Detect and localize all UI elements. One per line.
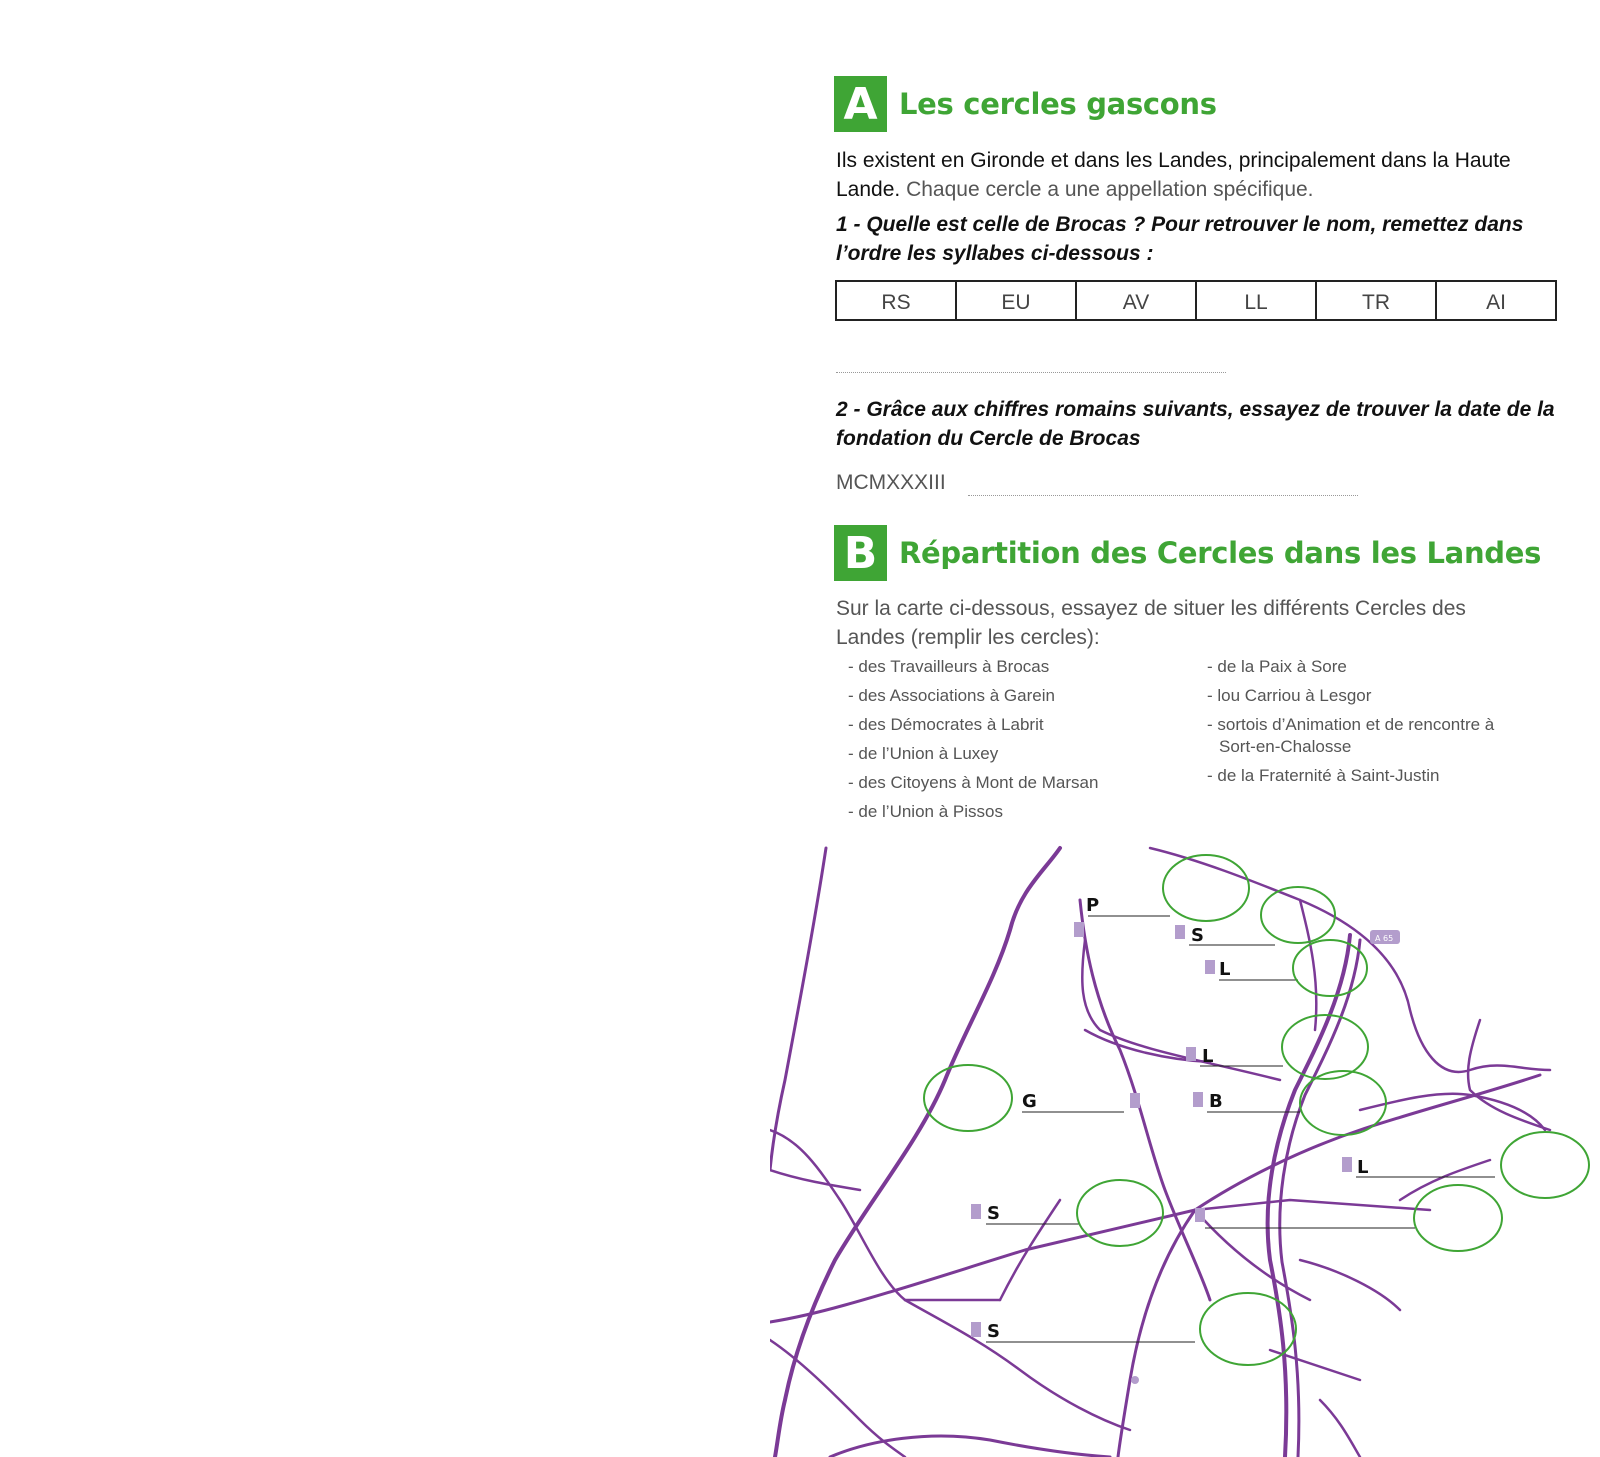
list-item: - sortois d’Animation et de rencontre à Sort-en-Chalosse xyxy=(1207,715,1495,756)
road-sign-a65-text: A 65 xyxy=(1375,934,1394,943)
section-b-intro: Sur la carte ci-dessous, essayez de situer les différents Cercles des Landes (remplir les cercles): xyxy=(836,597,1466,649)
syllable-cell: AV xyxy=(1075,282,1195,319)
answer-circle[interactable] xyxy=(1261,887,1335,943)
section-b-header xyxy=(834,525,1541,581)
place-letter: B xyxy=(1209,1091,1223,1112)
cercles-list-left xyxy=(848,652,1178,826)
place-letter: L xyxy=(1357,1157,1369,1178)
place-letter: L xyxy=(1219,959,1231,980)
list-item: - de l’Union à Luxey xyxy=(848,744,999,763)
syllable-cell: EU xyxy=(955,282,1075,319)
place-letter: G xyxy=(1022,1091,1037,1112)
answer-circle[interactable] xyxy=(1293,940,1367,996)
section-b-title: Répartition des Cercles dans les Landes xyxy=(899,536,1542,570)
syllable-cell: AI xyxy=(1435,282,1555,319)
roman-numeral: MCMXXXIII xyxy=(836,471,946,494)
place-letter: S xyxy=(987,1203,1000,1224)
place-lesgor xyxy=(1342,1157,1495,1178)
list-item: - des Citoyens à Mont de Marsan xyxy=(848,773,1099,792)
place-letter: P xyxy=(1086,895,1100,916)
syllable-cell: LL xyxy=(1195,282,1315,319)
syllable-cell: RS xyxy=(881,290,911,314)
section-b-letter: B xyxy=(834,525,887,581)
question-1: 1 - Quelle est celle de Brocas ? Pour retrouver le nom, remettez dans l’ordre les syllabes ci-dessous : xyxy=(836,213,1524,265)
cercles-list-right xyxy=(1207,652,1527,790)
place-garein xyxy=(1022,1091,1140,1112)
syllable-cell: TR xyxy=(1315,282,1435,319)
place-letter: S xyxy=(1191,925,1204,946)
place-saint-justin xyxy=(971,1203,1080,1224)
answer-circle[interactable] xyxy=(1282,1015,1368,1079)
answer-circle[interactable] xyxy=(924,1065,1012,1131)
list-item: - des Démocrates à Labrit xyxy=(848,715,1044,734)
place-mont-de-marsan xyxy=(1195,1208,1205,1222)
place-pissos xyxy=(1074,895,1170,937)
place-letter: L xyxy=(1202,1046,1214,1067)
intro-light: Chaque cercle a une appellation spécifique. xyxy=(900,178,1314,201)
list-item: - des Travailleurs à Brocas xyxy=(848,657,1050,676)
answer-line-2[interactable] xyxy=(968,495,1358,496)
answer-circle[interactable] xyxy=(1163,855,1249,921)
answer-circle[interactable] xyxy=(1501,1132,1589,1198)
intro-strong: Ils existent en Gironde et dans les Landes, principalement dans la Haute Lande. xyxy=(836,149,1511,201)
answer-circle[interactable] xyxy=(1414,1185,1502,1251)
answer-circle[interactable] xyxy=(1200,1293,1296,1365)
section-a-letter: A xyxy=(834,76,887,132)
list-item: - de la Paix à Sore xyxy=(1207,657,1347,676)
section-a-header xyxy=(834,76,1217,132)
syllables-table xyxy=(835,280,1557,321)
answer-circle[interactable] xyxy=(1077,1180,1163,1246)
small-town-dot xyxy=(1131,1376,1139,1384)
roads xyxy=(770,848,1550,1457)
place-labrit xyxy=(1186,1046,1283,1067)
section-a-title: Les cercles gascons xyxy=(899,87,1217,121)
list-item: - de la Fraternité à Saint-Justin xyxy=(1207,766,1440,785)
landes-map xyxy=(770,840,1600,1457)
list-item: - des Associations à Garein xyxy=(848,686,1055,705)
section-a-intro xyxy=(836,146,1556,204)
list-item: - de l’Union à Pissos xyxy=(848,802,1003,821)
question-2: 2 - Grâce aux chiffres romains suivants, essayez de trouver la date de la fondation du Cercle de Brocas xyxy=(836,398,1555,450)
place-letter: S xyxy=(987,1321,1000,1342)
place-brocas xyxy=(1193,1091,1300,1112)
place-sort-en-chalosse xyxy=(971,1321,1195,1342)
answer-line-1[interactable] xyxy=(836,372,1226,373)
list-item: - lou Carriou à Lesgor xyxy=(1207,686,1372,705)
answer-circle[interactable] xyxy=(1300,1071,1386,1135)
place-sore xyxy=(1175,925,1275,946)
place-luxey xyxy=(1205,959,1298,980)
